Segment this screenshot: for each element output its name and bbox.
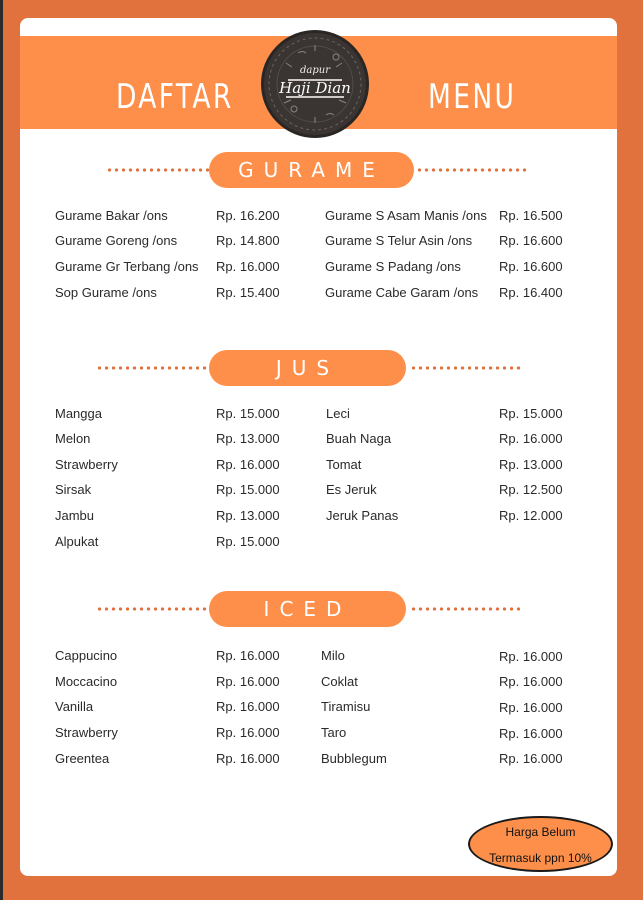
- menu-item-name: Mangga: [55, 406, 102, 421]
- menu-item-name: Taro: [321, 725, 347, 740]
- menu-item-price: Rp. 16.000: [216, 259, 280, 274]
- divider-dots-left: [96, 607, 210, 611]
- menu-item-name: Tiramisu: [321, 699, 371, 714]
- menu-item-price: Rp. 12.500: [499, 482, 563, 497]
- menu-item-price: Rp. 13.000: [499, 457, 563, 472]
- menu-item-price: Rp. 12.000: [499, 508, 563, 523]
- menu-item-name: Gurame Cabe Garam /ons: [325, 285, 479, 300]
- tax-note-line1: Harga Belum: [505, 825, 576, 839]
- restaurant-logo: [261, 30, 369, 138]
- menu-item-price: Rp. 15.000: [216, 482, 280, 497]
- menu-item-name: Tomat: [326, 457, 362, 472]
- menu-item-price: Rp. 16.500: [499, 208, 563, 223]
- menu-item-name: Leci: [326, 406, 350, 421]
- menu-item-price: Rp. 16.000: [216, 725, 280, 740]
- tax-note-badge: [468, 816, 613, 872]
- menu-item-price: Rp. 16.000: [499, 431, 563, 446]
- menu-item-name: Strawberry: [55, 725, 118, 740]
- menu-item-price: Rp. 16.000: [216, 699, 280, 714]
- divider-dots-right: [416, 168, 528, 172]
- menu-item-price: Rp. 14.800: [216, 233, 280, 248]
- menu-item-price: Rp. 15.000: [499, 406, 563, 421]
- menu-item-name: Bubblegum: [321, 751, 387, 766]
- divider-dots-right: [410, 607, 522, 611]
- section-title-pill: GURAME: [209, 152, 414, 188]
- menu-item-price: Rp. 16.000: [216, 674, 280, 689]
- tax-note-line2: Termasuk ppn 10%: [489, 851, 592, 865]
- menu-item-name: Gurame S Padang /ons: [325, 259, 461, 274]
- menu-item-name: Milo: [321, 648, 345, 663]
- divider-dots-left: [96, 366, 210, 370]
- menu-item-price: Rp. 16.600: [499, 259, 563, 274]
- window-edge: [0, 0, 3, 900]
- section-title-pill: JUS: [209, 350, 406, 386]
- menu-item-name: Coklat: [321, 674, 358, 689]
- header-left-word: DAFTAR: [116, 77, 234, 117]
- menu-item-price: Rp. 13.000: [216, 431, 280, 446]
- menu-item-price: Rp. 16.000: [216, 648, 280, 663]
- logo-top-text: dapur: [300, 65, 330, 76]
- menu-item-price: Rp. 16.000: [499, 751, 563, 766]
- logo-emblem-icon: [264, 33, 366, 135]
- menu-item-price: Rp. 15.000: [216, 406, 280, 421]
- menu-item-name: Gurame Gr Terbang /ons: [55, 259, 199, 274]
- divider-dots-left: [106, 168, 210, 172]
- menu-item-price: Rp. 15.400: [216, 285, 280, 300]
- menu-item-name: Gurame S Telur Asin /ons: [325, 233, 473, 248]
- divider-dots-right: [410, 366, 522, 370]
- menu-item-name: Greentea: [55, 751, 110, 766]
- menu-item-name: Cappucino: [55, 648, 118, 663]
- menu-item-name: Sirsak: [55, 482, 92, 497]
- menu-card: [20, 18, 617, 876]
- menu-item-name: Jambu: [55, 508, 95, 523]
- menu-item-price: Rp. 16.200: [216, 208, 280, 223]
- menu-item-price: Rp. 16.400: [499, 285, 563, 300]
- menu-item-name: Strawberry: [55, 457, 118, 472]
- menu-item-name: Gurame Bakar /ons: [55, 208, 168, 223]
- menu-item-price: Rp. 16.000: [499, 674, 563, 689]
- menu-item-name: Sop Gurame /ons: [55, 285, 157, 300]
- section-jus-header: [20, 350, 617, 386]
- menu-item-price: Rp. 16.000: [499, 700, 563, 715]
- header-right-word: MENU: [428, 77, 517, 117]
- section-title-pill: ICED: [209, 591, 406, 627]
- menu-item-name: Jeruk Panas: [326, 508, 399, 523]
- menu-item-name: Moccacino: [55, 674, 118, 689]
- menu-item-price: Rp. 13.000: [216, 508, 280, 523]
- menu-item-price: Rp. 15.000: [216, 534, 280, 549]
- menu-item-name: Alpukat: [55, 534, 99, 549]
- section-gurame-header: [20, 152, 617, 188]
- menu-item-name: Es Jeruk: [326, 482, 377, 497]
- section-iced-header: [20, 591, 617, 627]
- menu-item-name: Gurame Goreng /ons: [55, 233, 178, 248]
- menu-item-name: Gurame S Asam Manis /ons: [325, 208, 487, 223]
- menu-item-price: Rp. 16.000: [499, 726, 563, 741]
- menu-item-price: Rp. 16.600: [499, 233, 563, 248]
- logo-main-text: Haji Dian: [279, 79, 351, 97]
- menu-item-name: Melon: [55, 431, 91, 446]
- menu-item-price: Rp. 16.000: [499, 649, 563, 664]
- menu-item-price: Rp. 16.000: [216, 457, 280, 472]
- menu-item-name: Buah Naga: [326, 431, 392, 446]
- menu-item-name: Vanilla: [55, 699, 94, 714]
- menu-item-price: Rp. 16.000: [216, 751, 280, 766]
